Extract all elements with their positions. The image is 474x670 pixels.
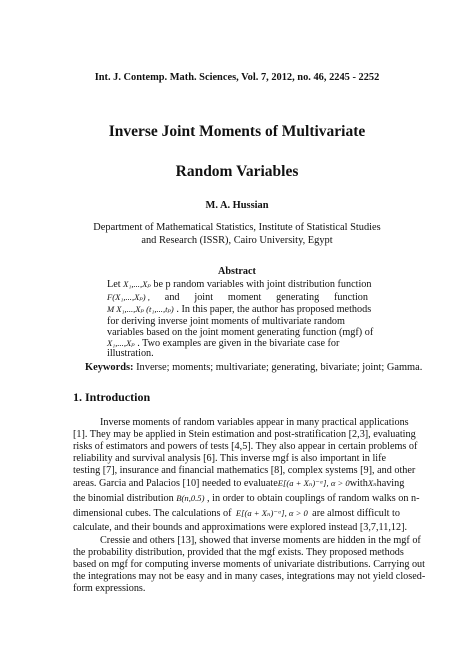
abstract-line: for deriving inverse joint moments of multivariate random: [107, 316, 345, 327]
journal-header: Int. J. Contemp. Math. Sciences, Vol. 7, 2012, no. 46, 2245 - 2252: [94, 72, 380, 83]
paragraph-text: the binomial distribution: [73, 493, 174, 504]
abstract-word: joint: [194, 292, 214, 303]
paper-title-line2: Random Variables: [175, 163, 299, 180]
author-name: M. A. Hussian: [205, 200, 269, 211]
paragraph-line: reliability and survival analysis [6]. This inverse mgf is also important in life: [73, 453, 387, 464]
paragraph-text: , in order to obtain couplings of random walks on n-: [207, 493, 420, 504]
abstract-text: be p random variables with joint distribution function: [153, 279, 372, 290]
paragraph-line: the probability distribution, provided that the mgf exists. They proposed methods: [73, 547, 404, 558]
abstract-line: [107, 304, 372, 315]
math-expectation: E[(a + Xₙ)⁻ᵅ], α > 0: [277, 478, 350, 488]
abstract-line: [107, 292, 368, 303]
math-distribution: F(X₁,...,Xₚ) ,: [107, 292, 150, 302]
paragraph-text: are almost difficult to: [312, 508, 400, 519]
abstract-line: [107, 279, 372, 290]
paragraph-text: areas. Garcia and Palacios [10] needed to evaluate: [73, 478, 278, 489]
paragraph-line: calculate, and their bounds and approximations were explored instead [3,7,11,12].: [73, 522, 408, 533]
paragraph-line: the integrations may not be easy and in many cases, integrations may not yield closed-: [73, 571, 426, 582]
paragraph-line: [73, 493, 420, 504]
paragraph-line: form expressions.: [73, 583, 146, 594]
abstract-text: . Two examples are given in the bivariate case for: [137, 338, 340, 349]
abstract-word: function: [334, 292, 368, 303]
paper-title-line1: Inverse Joint Moments of Multivariate: [108, 123, 366, 140]
math-variables: X₁,...,Xₚ: [107, 338, 135, 348]
paragraph-line: [1]. They may be applied in Stein estimation and post-stratification [2,3], evaluating: [73, 429, 416, 440]
math-mgf: M X₁,...,Xₚ (t₁,...,tₚ): [107, 304, 174, 314]
paragraph-line: [73, 478, 405, 489]
abstract-text: . In this paper, the author has proposed methods: [176, 304, 372, 315]
paragraph-line: testing [7], insurance and financial mathematics [8], complex systems [9], and other: [73, 465, 416, 476]
keywords-line: [85, 362, 422, 373]
keywords-text: Inverse; moments; multivariate; generating, bivariate; joint; Gamma.: [136, 362, 423, 373]
math-variable: Xₙ: [367, 478, 377, 488]
abstract-text: Let: [107, 279, 121, 290]
paragraph-line: Inverse moments of random variables appear in many practical applications: [100, 417, 409, 428]
section-heading: 1. Introduction: [73, 390, 151, 404]
paragraph-text: dimensional cubes. The calculations of: [73, 508, 232, 519]
paragraph-line: [73, 508, 400, 519]
math-variables: X₁,...,Xₚ: [123, 279, 151, 289]
abstract-word: generating: [276, 292, 320, 303]
math-binomial: B(n,0.5): [176, 493, 205, 503]
abstract-line: variables based on the joint moment generating function (mgf) of: [107, 327, 374, 338]
paragraph-line: risks of estimators and powers of tests [4,5]. They also appear in certain problems of: [73, 441, 418, 452]
keywords-label: Keywords:: [85, 362, 134, 373]
abstract-heading: Abstract: [218, 266, 256, 277]
paragraph-text: having: [376, 478, 405, 489]
paragraph-line: based on mgf for computing inverse moments of univariate distributions. Carrying out: [73, 559, 425, 570]
affiliation-line1: Department of Mathematical Statistics, Institute of Statistical Studies: [93, 222, 381, 233]
abstract-word: and: [164, 292, 180, 303]
math-expectation: E[(a + Xₙ)⁻ᵅ], α > 0: [235, 508, 308, 518]
affiliation-line2: and Research (ISSR), Cairo University, Egypt: [141, 235, 333, 246]
paragraph-line: Cressie and others [13], showed that inverse moments are hidden in the mgf of: [100, 535, 421, 546]
paragraph-text: with: [349, 478, 368, 489]
abstract-word: moment: [227, 292, 262, 303]
abstract-line: illustration.: [107, 348, 154, 359]
